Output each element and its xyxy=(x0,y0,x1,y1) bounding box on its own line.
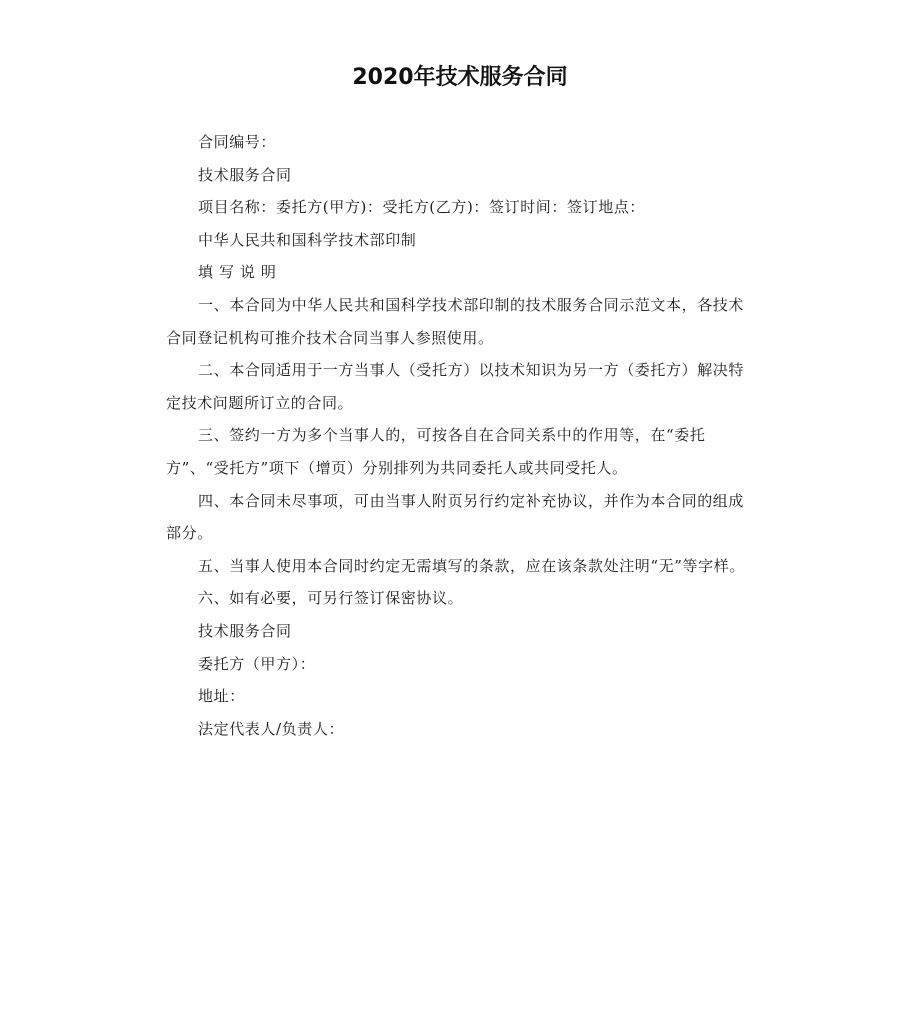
address-line: 地址： xyxy=(198,687,245,706)
publisher-line: 中华人民共和国科学技术部印制 xyxy=(198,230,417,249)
instruction-item-2: 二、本合同适用于一方当事人（受托方）以技术知识为另一方（委托方）解决特定技术问题所订立的合同。 xyxy=(166,361,745,412)
instruction-item-4: 四、本合同未尽事项，可由当事人附页另行约定补充协议，并作为本合同的组成部分。 xyxy=(166,491,745,543)
project-info-line: 项目名称：委托方(甲方)：受托方(乙方)：签订时间：签订地点： xyxy=(198,198,646,217)
client-party-line: 委托方（甲方）： xyxy=(198,654,316,673)
legal-representative-line: 法定代表人/负责人： xyxy=(198,719,345,738)
instruction-item-3: 三、签约一方为多个当事人的，可按各自在合同关系中的作用等，在“委托方”、“受托方”项下（增页）分别排列为共同委托人或共同受托人。 xyxy=(166,426,706,477)
instructions-heading: 填 写 说 明 xyxy=(198,263,277,282)
instruction-item-1: 一、本合同为中华人民共和国科学技术部印制的技术服务合同示范文本，各技术合同登记机构可推介技术合同当事人参照使用。 xyxy=(166,295,745,347)
contract-number-line: 合同编号： xyxy=(198,133,277,151)
instruction-item-6: 六、如有必要，可另行签订保密协议。 xyxy=(198,589,464,608)
document-title: 2020年技术服务合同 xyxy=(352,65,568,90)
contract-heading: 技术服务合同 xyxy=(198,621,292,640)
instruction-item-5: 五、当事人使用本合同时约定无需填写的条款，应在该条款处注明“无”等字样。 xyxy=(198,556,745,575)
document-body xyxy=(166,126,758,745)
contract-type-line: 技术服务合同 xyxy=(198,165,292,184)
